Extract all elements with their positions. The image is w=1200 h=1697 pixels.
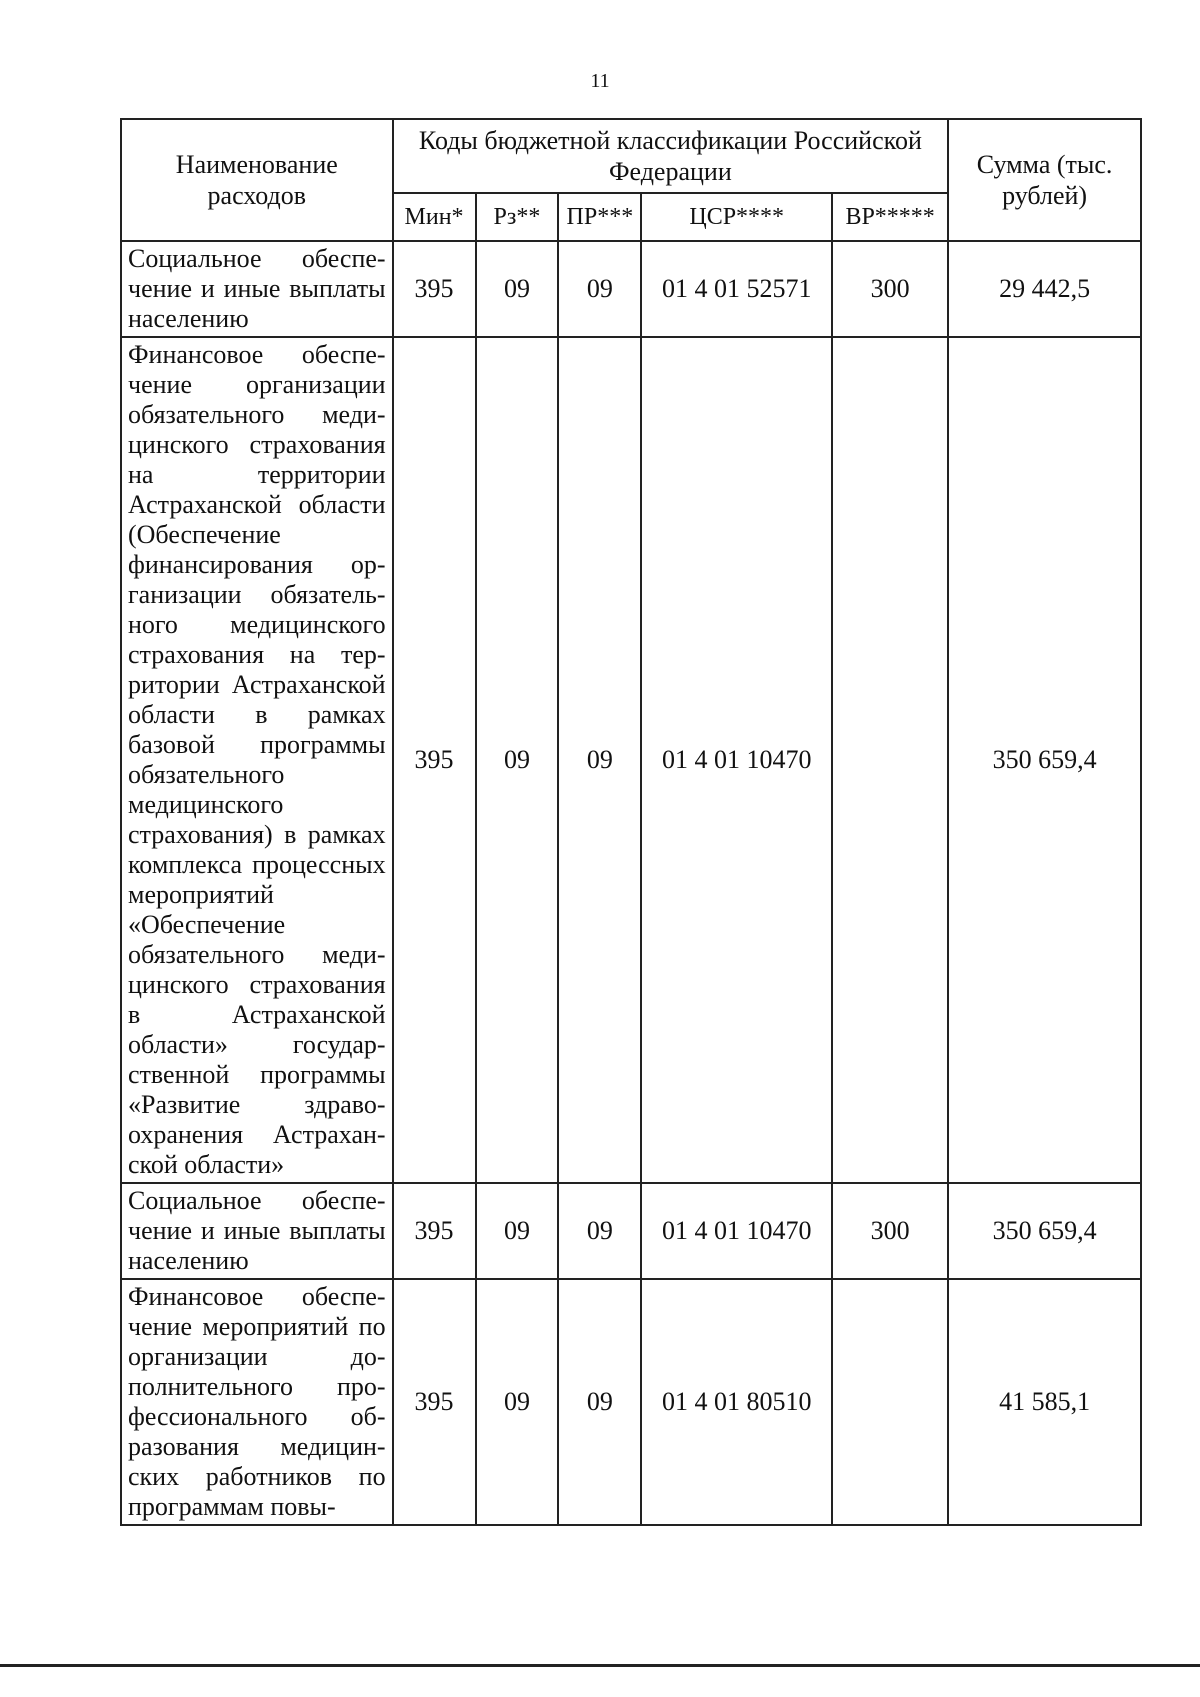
- row-vr: [832, 1279, 948, 1525]
- row-csr: 01 4 01 10470: [641, 1183, 832, 1279]
- row-name: Социальное обеспечение и иные выплаты населению: [121, 1183, 393, 1279]
- row-sum: 41 585,1: [948, 1279, 1141, 1525]
- row-name: Финансовое обеспечение мероприятий по организации дополнительного профессионального образования медицинских работников по программам повы-: [121, 1279, 393, 1525]
- row-pr: 09: [558, 1183, 641, 1279]
- row-sum: 350 659,4: [948, 1183, 1141, 1279]
- budget-expenses-table: [120, 118, 1142, 1526]
- row-pr: 09: [558, 1279, 641, 1525]
- header-min: Мин*: [393, 193, 476, 241]
- row-pr: 09: [558, 337, 641, 1183]
- row-csr: 01 4 01 10470: [641, 337, 832, 1183]
- row-csr: 01 4 01 52571: [641, 241, 832, 337]
- row-min: 395: [393, 241, 476, 337]
- header-codes-group: Коды бюджетной классификации Российской Федерации: [393, 119, 949, 193]
- row-sum: 29 442,5: [948, 241, 1141, 337]
- table-header-row: [121, 119, 1141, 193]
- header-name: Наименование расходов: [121, 119, 393, 241]
- row-vr: 300: [832, 241, 948, 337]
- page-number: 11: [590, 70, 610, 92]
- row-vr: [832, 337, 948, 1183]
- row-rz: 09: [476, 337, 559, 1183]
- table-row: [121, 337, 1141, 1183]
- row-min: 395: [393, 1279, 476, 1525]
- row-min: 395: [393, 337, 476, 1183]
- header-csr: ЦСР****: [641, 193, 832, 241]
- row-name: Финансовое обеспечение организации обязательного медицинского страхования на территории Астраханской области (Обеспечение финансирования организации обязательного медицинского страхования на территории Астраханской области в рамках базовой программы обязательного медицинского страхования) в рамках комплекса процессных мероприятий «Обеспечение обязательного медицинского страхования в Астраханской области» государственной программы «Развитие здравоохранения Астраханской области»: [121, 337, 393, 1183]
- bottom-rule: [0, 1664, 1200, 1667]
- row-csr: 01 4 01 80510: [641, 1279, 832, 1525]
- row-name: Социальное обеспечение и иные выплаты населению: [121, 241, 393, 337]
- row-rz: 09: [476, 1279, 559, 1525]
- row-pr: 09: [558, 241, 641, 337]
- table-row: [121, 241, 1141, 337]
- header-sum: Сумма (тыс. рублей): [948, 119, 1141, 241]
- table-row: [121, 1183, 1141, 1279]
- row-sum: 350 659,4: [948, 337, 1141, 1183]
- header-pr: ПР***: [558, 193, 641, 241]
- row-vr: 300: [832, 1183, 948, 1279]
- row-rz: 09: [476, 1183, 559, 1279]
- row-rz: 09: [476, 241, 559, 337]
- header-vr: ВР*****: [832, 193, 948, 241]
- row-min: 395: [393, 1183, 476, 1279]
- header-rz: Рз**: [476, 193, 559, 241]
- table-row: [121, 1279, 1141, 1525]
